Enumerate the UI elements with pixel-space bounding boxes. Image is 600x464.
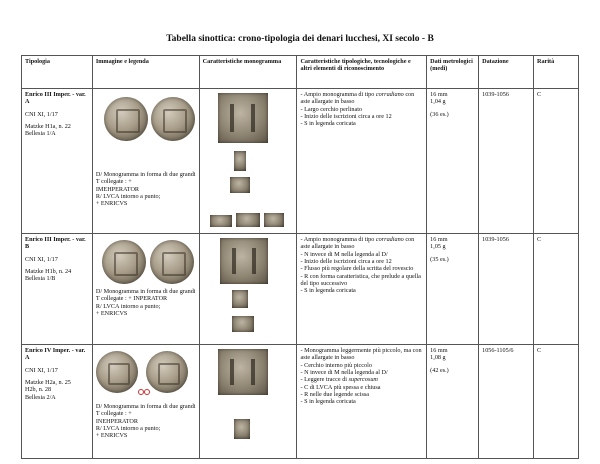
matzke-ref: Matzke H1b, n. 24 — [25, 267, 72, 275]
header-monogramma: Caratteristiche monogramma — [199, 56, 297, 89]
cell-monogramma — [199, 345, 297, 459]
feature-line: - S in legenda coricata — [300, 287, 356, 295]
feature-line: - Largo cerchio perlinato — [300, 105, 363, 113]
feature-line: - Ampio monogramma di tipo — [300, 236, 375, 243]
feature-italic: corradiano — [375, 91, 404, 98]
bellesia-ref: Bellesia 1/A — [25, 130, 56, 138]
red-marker — [138, 389, 144, 395]
feature-line: con aste allargate in basso — [300, 236, 415, 251]
cell-dati — [427, 234, 479, 345]
feature-line: - Inizio delle iscrizioni circa a ore 12 — [300, 257, 392, 265]
coin-images — [96, 240, 196, 286]
cell-immagine — [92, 345, 199, 459]
cell-datazione: 1039-1056 — [479, 89, 534, 234]
table-header-row — [22, 56, 579, 89]
coin-reverse-image — [151, 97, 195, 141]
feature-line: - Ampio monogramma di tipo — [300, 91, 375, 98]
detail-image — [264, 213, 284, 227]
matzke-ref-2: H2b, n. 28 — [25, 386, 52, 394]
sample-count: (35 es.) — [430, 255, 449, 263]
cell-datazione: 1039-1056 — [479, 234, 534, 345]
type-name: Enrico IV Imper. - var. A — [25, 347, 86, 362]
detail-image — [232, 290, 248, 308]
type-name: Enrico III Imper. - var. A — [25, 91, 86, 106]
detail-image — [234, 419, 250, 439]
bellesia-ref: Bellesia 2/A — [25, 393, 56, 401]
legend-line: + ENRICVS — [95, 432, 128, 440]
coin-obverse-image — [104, 97, 148, 141]
cell-caratteristiche — [297, 345, 427, 459]
legend-line: D/ Monogramma in forma di due grandi T collegate : + — [95, 171, 196, 186]
diameter: 16 mm — [430, 236, 448, 243]
detail-image — [234, 151, 246, 171]
feature-line: - S in legenda coricata — [300, 398, 356, 406]
header-caratteristiche: Caratteristiche tipologiche, tecnologiche e altri elementi di riconoscimento — [297, 56, 427, 89]
detail-image — [230, 177, 250, 193]
feature-line: - R con forma caratteristica, che prelude a quella del tipo successivo — [300, 272, 421, 287]
legend-line: INEHPERATOR — [95, 417, 139, 425]
legend-line: + ENRICVS — [95, 309, 128, 317]
cell-monogramma — [199, 234, 297, 345]
feature-line: - Flusso più regolare della scritta del rovescio — [300, 265, 414, 273]
cell-caratteristiche — [297, 234, 427, 345]
monogram-image — [220, 238, 268, 284]
coin-reverse-image — [150, 240, 194, 284]
cell-rarita: C — [534, 89, 579, 234]
detail-image — [210, 215, 232, 227]
monogram-image — [218, 93, 268, 143]
cell-dati — [427, 345, 479, 459]
feature-line: - S in legenda coricata — [300, 120, 356, 128]
diameter: 16 mm — [430, 347, 448, 354]
cell-monogramma — [199, 89, 297, 234]
cell-immagine — [92, 89, 199, 234]
weight: 1,08 g — [430, 354, 446, 362]
sample-count: (42 es.) — [430, 366, 449, 374]
type-name: Enrico III Imper. - var. B — [25, 236, 86, 251]
legend-line: R/ LVCA intorno a punto; — [95, 302, 161, 310]
cni-ref: CNI XI, 1/17 — [25, 366, 58, 374]
table-row — [22, 234, 579, 345]
feature-line: - Monogramma leggermente più piccolo, ma con aste allargate in basso — [300, 347, 422, 362]
matzke-ref: Matzke H1a, n. 22 — [25, 122, 71, 130]
feature-line: con aste allargate in basso — [300, 91, 415, 106]
detail-image — [232, 316, 254, 332]
page-title: Tabella sinottica: crono-tipologia dei denari lucchesi, XI secolo - B — [166, 34, 434, 44]
feature-line: - C di LVCA più spessa e chiusa — [300, 383, 381, 391]
feature-line: - N invece di M nella legenda al D/ — [300, 250, 388, 258]
cell-rarita: C — [534, 234, 579, 345]
bellesia-ref: Bellesia 1/B — [25, 275, 56, 283]
sample-count: (36 es.) — [430, 110, 449, 118]
cell-rarita: C — [534, 345, 579, 459]
monogram-image — [218, 349, 268, 395]
coin-obverse-image — [96, 351, 138, 393]
weight: 1,05 g — [430, 243, 446, 251]
cni-ref: CNI XI, 1/17 — [25, 255, 58, 263]
legend-line: R/ LVCA intorno a punto; — [95, 424, 161, 432]
legend-line: D/ Monogramma in forma di due grandi T collegate : + INPERATOR — [95, 288, 196, 303]
legend-line: + ENRICVS — [95, 200, 128, 208]
detail-image — [236, 213, 260, 227]
coin-reverse-image — [146, 351, 188, 393]
header-dati: Dati metrologici (medi) — [427, 56, 479, 89]
cell-tipologia — [22, 345, 93, 459]
coin-obverse-image — [102, 240, 146, 284]
cell-caratteristiche — [297, 89, 427, 234]
header-datazione: Datazione — [479, 56, 534, 89]
matzke-ref: Matzke H2a, n. 25 — [25, 378, 71, 386]
synoptic-table — [21, 55, 579, 459]
legend-line: R/ LVCA intorno a punto; — [95, 192, 161, 200]
legend-line: D/ Monogramma in forma di due grandi T collegate : + — [95, 403, 196, 418]
coin-images — [96, 95, 196, 141]
cell-tipologia — [22, 234, 93, 345]
feature-italic: supercosum — [348, 376, 378, 384]
header-immagine: Immagine e legenda — [92, 56, 199, 89]
weight: 1,04 g — [430, 98, 446, 106]
cell-datazione: 1056-1105/6 — [479, 345, 534, 459]
feature-line: - Inizio delle iscrizioni circa a ore 12 — [300, 112, 392, 120]
cell-dati — [427, 89, 479, 234]
feature-line: - N invece di M nella legenda al D/ — [300, 368, 388, 376]
header-tipologia: Tipologia — [22, 56, 93, 89]
feature-line: - Leggere tracce di — [300, 376, 348, 384]
red-marker — [144, 389, 150, 395]
feature-italic: corradiano — [375, 236, 404, 243]
feature-line: - Cerchio interno più piccolo — [300, 361, 372, 369]
cni-ref: CNI XI, 1/17 — [25, 110, 58, 118]
header-rarita: Rarità — [534, 56, 579, 89]
cell-immagine — [92, 234, 199, 345]
feature-line: - R nelle due legende scissa — [300, 390, 370, 398]
diameter: 16 mm — [430, 91, 448, 98]
legend-line: IMEHPERATOR — [95, 185, 140, 193]
table-row — [22, 345, 579, 459]
table-row — [22, 89, 579, 234]
coin-images — [96, 351, 196, 393]
cell-tipologia — [22, 89, 93, 234]
